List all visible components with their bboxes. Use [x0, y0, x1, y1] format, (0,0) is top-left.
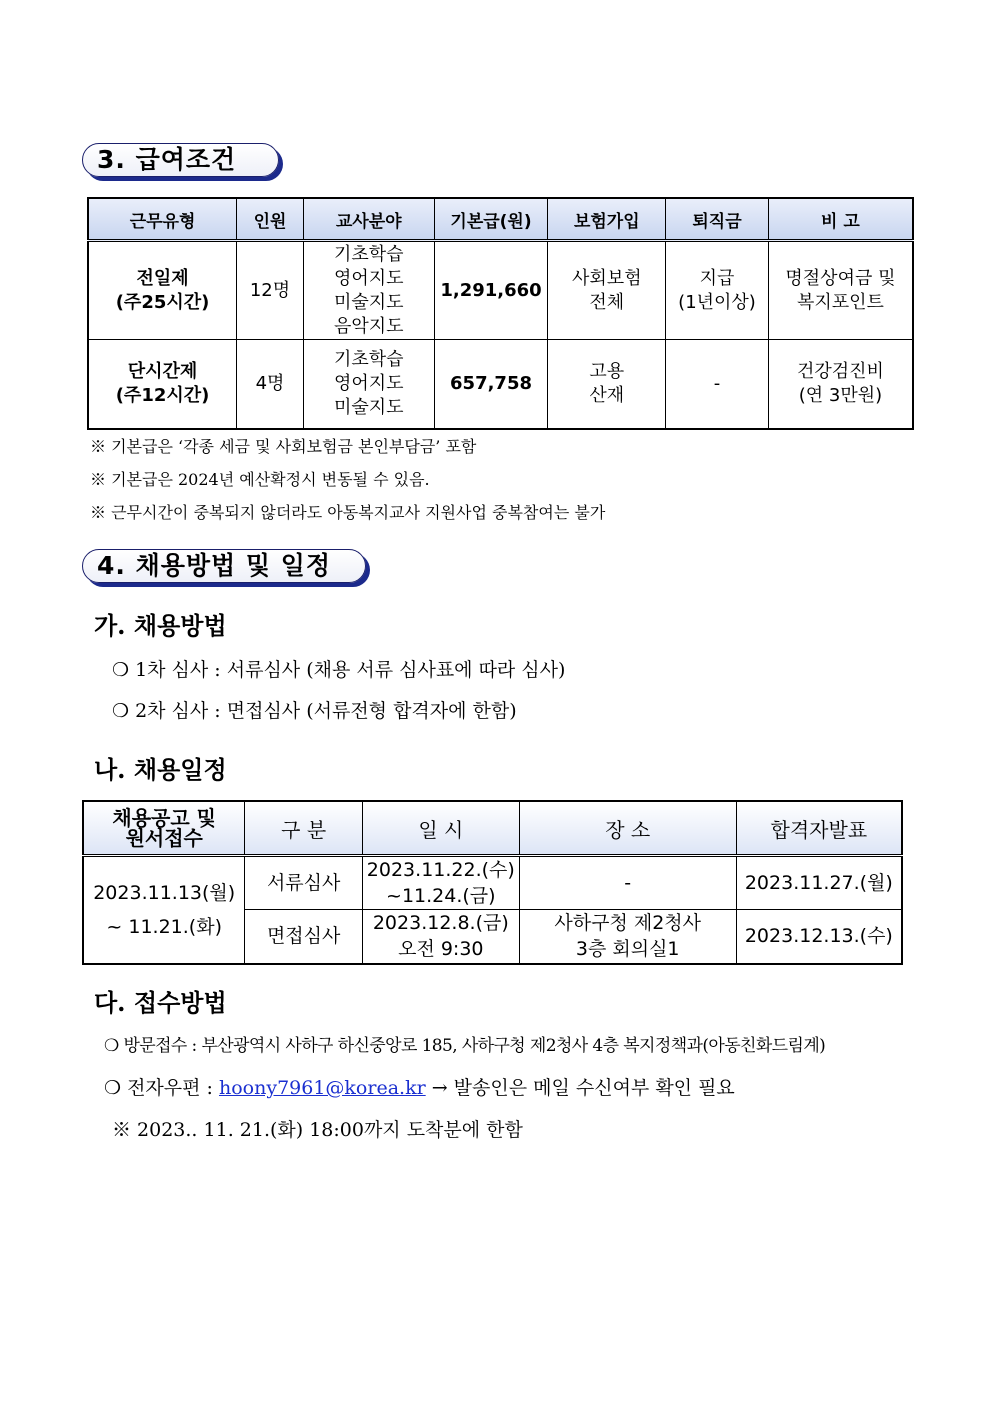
- email-suffix: → 발송인은 메일 수신여부 확인 필요: [425, 1077, 735, 1099]
- header-category: 구 분: [245, 801, 363, 856]
- header-posting-line: 채용공고 및: [112, 806, 216, 830]
- header-datetime: 일 시: [362, 801, 519, 856]
- receipt-email-line: [104, 1073, 735, 1100]
- field-item: 미술지도: [333, 291, 404, 313]
- place-line: 사하구청 제2청사: [554, 912, 702, 935]
- work-type-hours: (주12시간): [115, 384, 210, 406]
- remark-line: 건강검진비: [796, 360, 884, 382]
- salary-cell: 1,291,660: [434, 241, 548, 340]
- table-row: [88, 340, 913, 429]
- severance-line: (1년이상): [678, 291, 756, 313]
- remark-line: (연 3만원): [798, 384, 883, 406]
- datetime-line: 2023.12.8.(금): [372, 912, 509, 935]
- section-title-recruitment: 4. 채용방법 및 일정: [82, 549, 366, 583]
- announce-cell: 2023.12.13.(수): [736, 910, 902, 964]
- email-link[interactable]: hoony7961@korea.kr: [218, 1077, 426, 1099]
- field-item: 영어지도: [333, 372, 404, 394]
- insurance-line: 사회보험: [572, 267, 642, 289]
- email-prefix: ❍ 전자우편 :: [104, 1077, 219, 1099]
- datetime-cell: [362, 910, 519, 964]
- header-count: 인원: [237, 198, 304, 241]
- schedule-table: [82, 800, 903, 965]
- header-posting: [83, 801, 245, 856]
- field-cell: [303, 340, 434, 429]
- header-place: 장 소: [519, 801, 736, 856]
- datetime-line: 2023.11.22.(수): [366, 859, 515, 881]
- header-work-type: 근무유형: [88, 198, 237, 241]
- salary-note: ※ 기본급은 2024년 예산확정시 변동될 수 있음.: [90, 470, 430, 489]
- datetime-line: 오전 9:30: [398, 938, 484, 961]
- work-type-cell: [88, 241, 237, 340]
- count-cell: 12명: [237, 241, 304, 340]
- announce-cell: 2023.11.27.(월): [736, 856, 902, 910]
- count-cell: 4명: [237, 340, 304, 429]
- insurance-cell: [548, 241, 666, 340]
- field-item: 기초학습: [333, 348, 404, 370]
- remark-line: 명절상여금 및: [785, 267, 896, 289]
- receipt-heading: 다. 접수방법: [94, 988, 227, 1017]
- receipt-deadline: ※ 2023.. 11. 21.(화) 18:00까지 도착분에 한함: [112, 1119, 523, 1141]
- remark-cell: [768, 241, 913, 340]
- schedule-heading: 나. 채용일정: [94, 755, 227, 784]
- datetime-cell: [362, 856, 519, 910]
- salary-cell: 657,758: [434, 340, 548, 429]
- category-cell: 면접심사: [245, 910, 363, 964]
- field-cell: [303, 241, 434, 340]
- field-item: 음악지도: [333, 315, 404, 337]
- place-line: 3층 회의실1: [575, 938, 680, 961]
- severance-cell: -: [666, 340, 769, 429]
- field-item: 영어지도: [333, 267, 404, 289]
- severance-cell: [666, 241, 769, 340]
- salary-table: [87, 197, 914, 430]
- schedule-table-header-row: [83, 801, 902, 856]
- header-salary: 기본급(원): [434, 198, 548, 241]
- salary-table-header-row: [88, 198, 913, 241]
- method-item: ❍ 1차 심사 : 서류심사 (채용 서류 심사표에 따라 심사): [112, 659, 566, 681]
- section-title-salary: 3. 급여조건: [82, 143, 279, 177]
- salary-note: ※ 기본급은 ‘각종 세금 및 사회보험금 본인부담금’ 포함: [90, 437, 477, 456]
- salary-note: ※ 근무시간이 중복되지 않더라도 아동복지교사 지원사업 중복참여는 불가: [90, 503, 606, 522]
- header-insurance: 보험가입: [548, 198, 666, 241]
- work-type-name: 단시간제: [127, 360, 198, 382]
- table-row: [88, 241, 913, 340]
- header-severance: 퇴직금: [666, 198, 769, 241]
- table-row: [83, 856, 902, 910]
- insurance-line: 전체: [589, 291, 625, 313]
- method-item: ❍ 2차 심사 : 면접심사 (서류전형 합격자에 한함): [112, 700, 517, 722]
- header-remark: 비 고: [768, 198, 913, 241]
- severance-line: 지급: [699, 267, 735, 289]
- place-cell: -: [519, 856, 736, 910]
- posting-period-end: ~ 11.21.(화): [106, 915, 222, 938]
- datetime-line: ~11.24.(금): [386, 885, 496, 907]
- header-field: 교사분야: [303, 198, 434, 241]
- header-posting-line: 원서접수: [125, 826, 203, 850]
- remark-cell: [768, 340, 913, 429]
- field-item: 기초학습: [333, 243, 404, 265]
- header-announce: 합격자발표: [736, 801, 902, 856]
- work-type-hours: (주25시간): [115, 291, 210, 313]
- insurance-line: 산재: [589, 384, 625, 406]
- work-type-cell: [88, 340, 237, 429]
- remark-line: 복지포인트: [796, 291, 884, 313]
- posting-period-start: 2023.11.13(월): [93, 881, 236, 904]
- receipt-visit: ❍ 방문접수 : 부산광역시 사하구 하신중앙로 185, 사하구청 제2청사 4층 복지정책과(아동친화드림계): [104, 1036, 826, 1056]
- category-cell: 서류심사: [245, 856, 363, 910]
- place-cell: [519, 910, 736, 964]
- insurance-cell: [548, 340, 666, 429]
- work-type-name: 전일제: [136, 267, 189, 289]
- posting-period-cell: [83, 856, 245, 964]
- insurance-line: 고용: [589, 360, 625, 382]
- field-item: 미술지도: [333, 396, 404, 418]
- method-heading: 가. 채용방법: [94, 611, 227, 640]
